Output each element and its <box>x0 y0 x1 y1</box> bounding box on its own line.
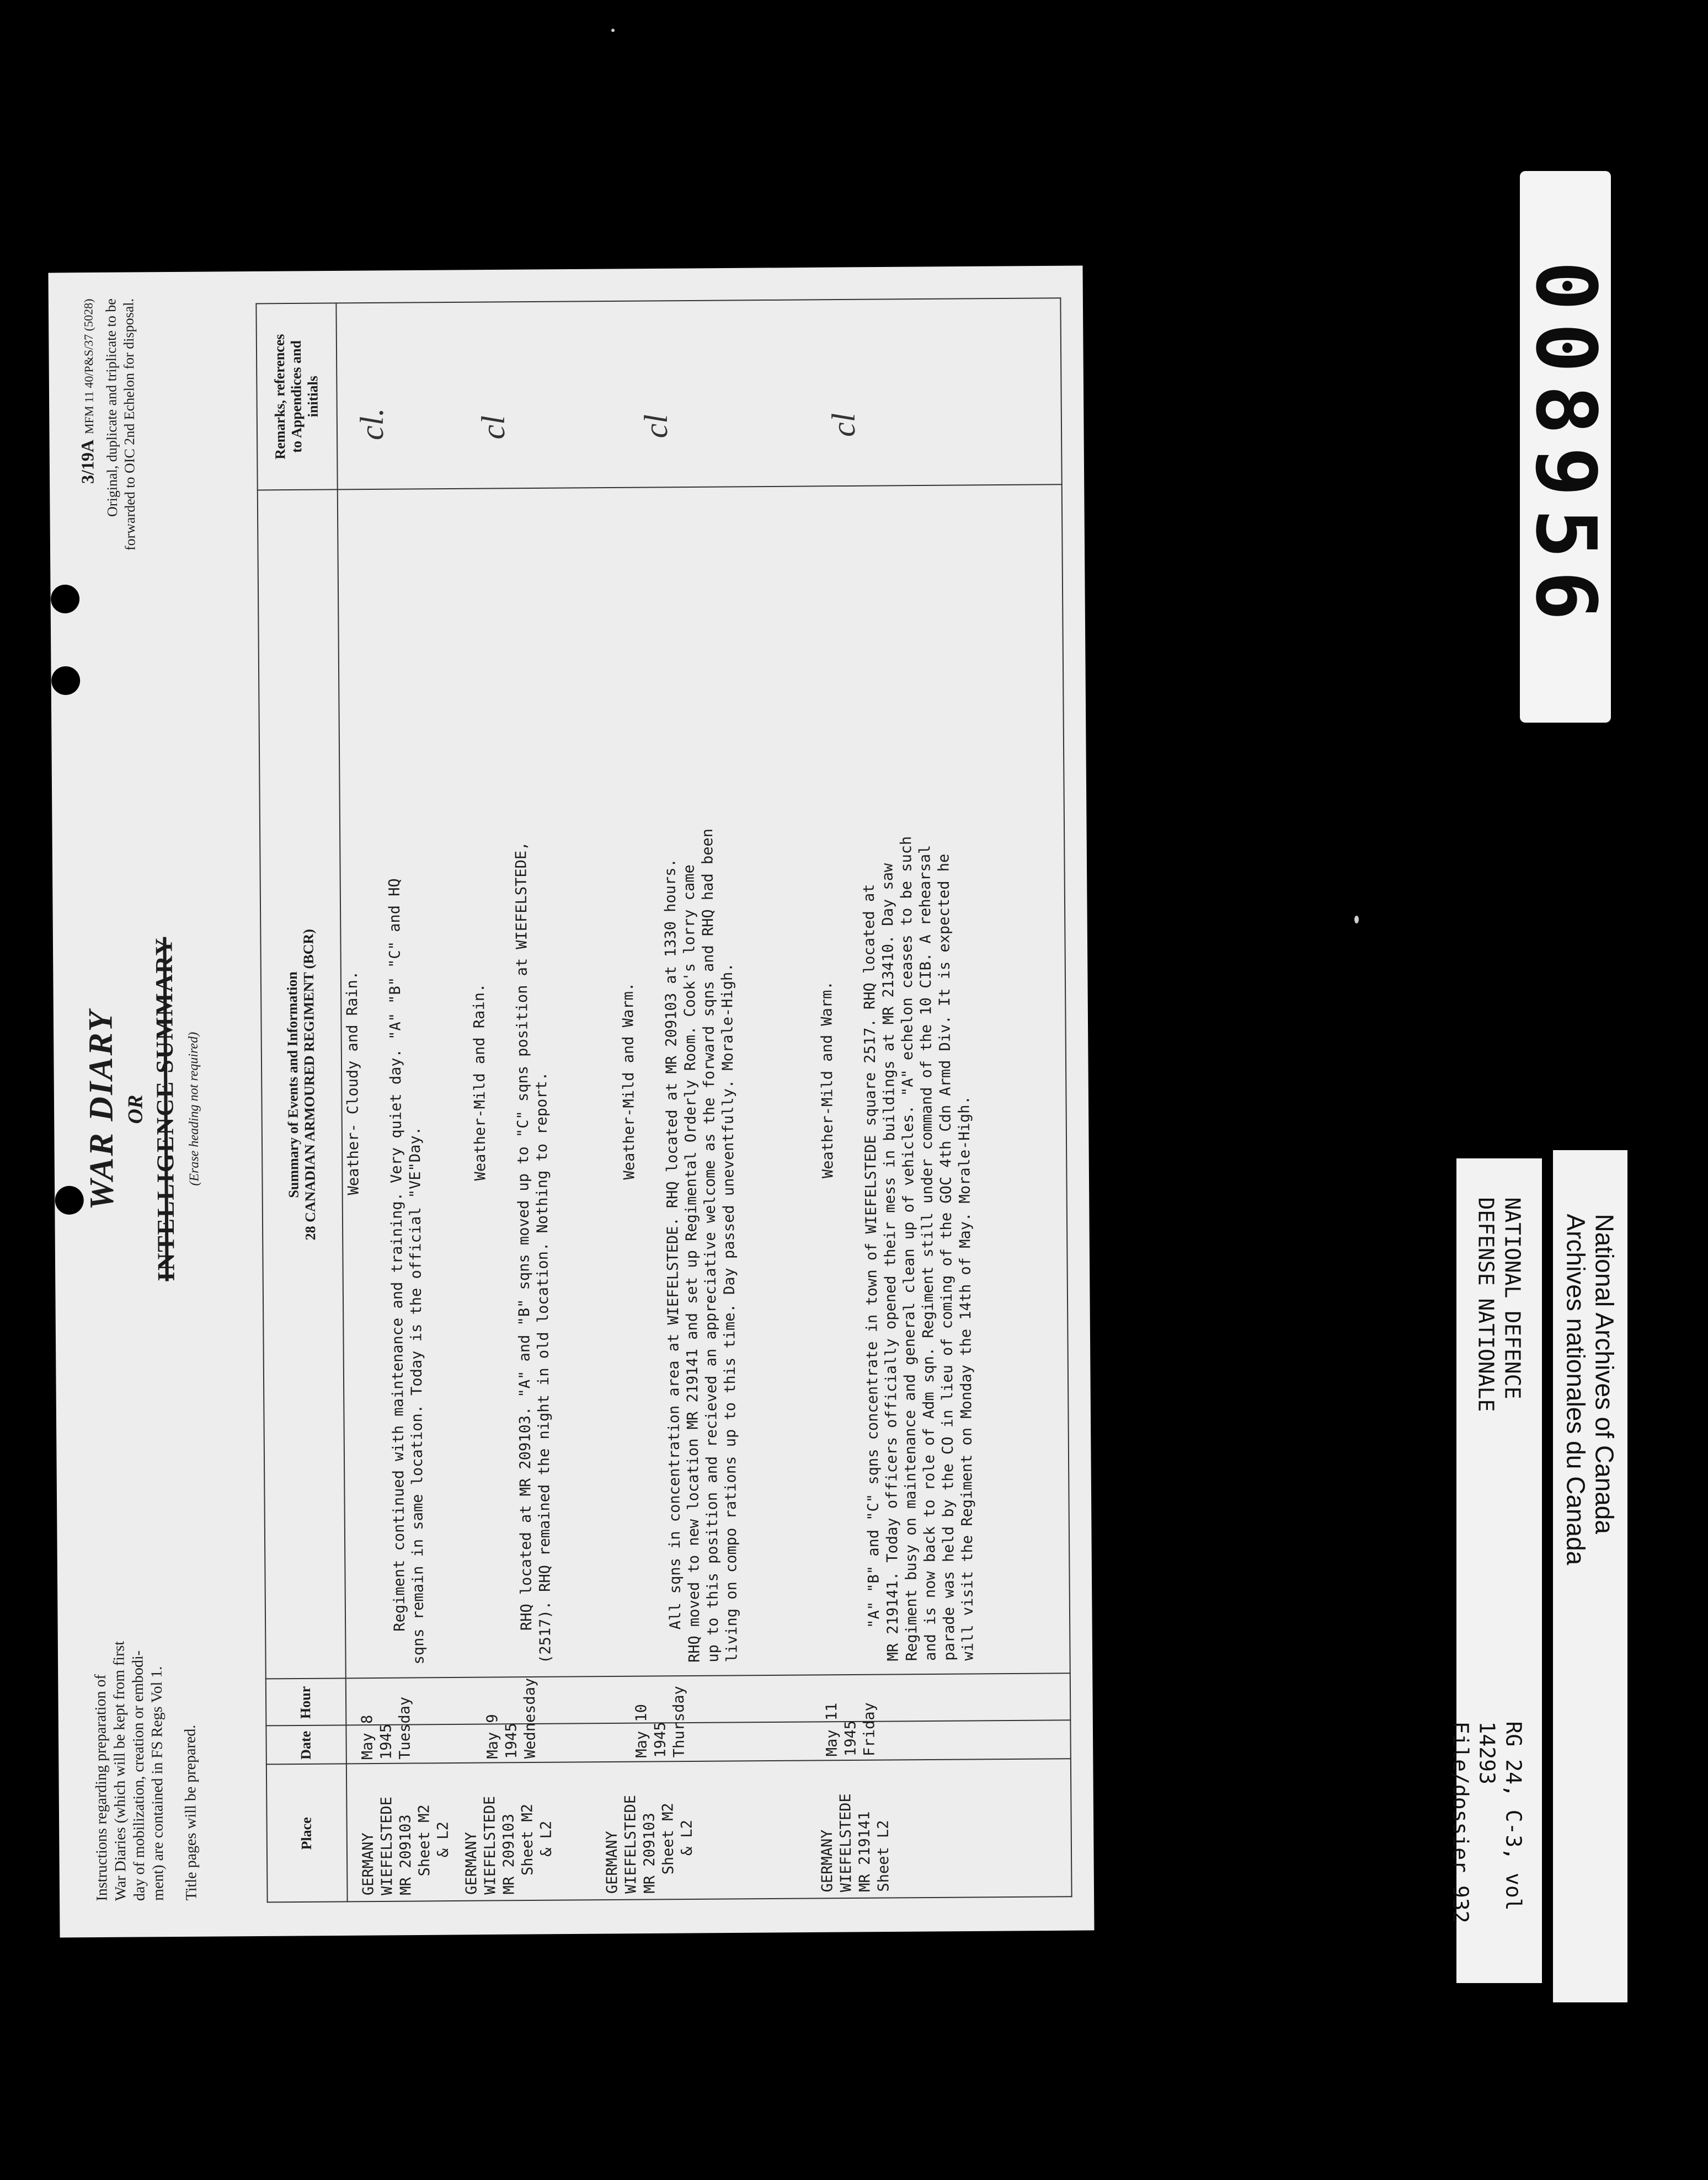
form-info <box>76 298 140 652</box>
entry-summary <box>616 498 742 1663</box>
form-code: 3/19A <box>77 439 98 484</box>
instructions-block <box>90 1481 201 1901</box>
date-line: 1945 <box>503 1723 520 1759</box>
entry-text: up to this position and recieved an appreciative welcome as the forward sqns and RHQ had been <box>699 828 722 1663</box>
entry-summary <box>814 496 978 1661</box>
header-place: Place <box>298 1817 314 1850</box>
entry-text: will visit the Regiment on Monday the 14th of May. Morale-High. <box>956 1096 977 1661</box>
distribution-note <box>102 298 140 651</box>
place-line: & L2 <box>537 1820 556 1857</box>
entry-weather: Weather-Mild and Warm. <box>818 981 837 1179</box>
place-line: Sheet M2 <box>659 1803 677 1875</box>
place-line: GERMANY <box>462 1831 481 1895</box>
date-line: Thursday <box>670 1686 688 1758</box>
entry-date <box>632 1686 689 1758</box>
remarks-line: initials <box>304 376 321 418</box>
struck-title: INTELLIGENCE SUMMARY <box>150 937 180 1281</box>
entry-date <box>823 1702 879 1756</box>
entry-summary <box>340 500 429 1665</box>
archives-fr: Archives nationales du Canada <box>1561 1214 1590 1565</box>
archive-reference-label <box>1448 1158 1542 1983</box>
document-title <box>80 833 204 1385</box>
date-line: 1945 <box>842 1720 860 1757</box>
entry-summary <box>467 500 556 1664</box>
place-line: Sheet L2 <box>874 1820 893 1892</box>
entry-text: living on compo rations up to this time. Day passed uneventfully. Morale-High. <box>718 963 741 1663</box>
place-line: MR 219141 <box>856 1811 874 1892</box>
entry-weather: Weather-Mild and Rain. <box>471 983 489 1181</box>
header-summary <box>257 490 345 1679</box>
entry-initials: cl <box>637 414 675 439</box>
date-line: May 10 <box>633 1703 650 1758</box>
table-border-bottom <box>1060 297 1072 1897</box>
instructions-line: day of mobilization, creation or embodi- <box>129 1650 148 1901</box>
entry-place <box>818 1793 893 1893</box>
entry-text: RHQ located at MR 209103. "A" and "B" sqns moved up to "C" sqns position at WIEFELSTEDE, <box>513 841 536 1631</box>
unit-name: 28 CANADIAN ARMOURED REGIMENT (BCR) <box>300 929 318 1241</box>
erase-note: (Erase heading not required) <box>186 1032 202 1186</box>
header-remarks <box>255 302 337 490</box>
entry-place <box>462 1796 556 1895</box>
entry-text: (2517). RHQ remained the night in old location. Nothing to report. <box>533 1071 554 1664</box>
entry-text: Regiment continued with maintenance and training. Very quiet day. "A" "B" "C" and HQ <box>386 878 409 1632</box>
reference-volume: RG 24, C-3, vol 14293 <box>1475 1721 1525 1911</box>
entry-date <box>483 1678 540 1759</box>
place-line: WIEFELSTEDE <box>481 1796 499 1895</box>
entry-text: sqns remain in same location. Today is the official "VE"Day. <box>406 1126 428 1665</box>
national-archives-label <box>1553 1150 1627 2002</box>
place-line: & L2 <box>434 1821 452 1858</box>
national-defence-en: NATIONAL DEFENCE <box>1500 1197 1525 1399</box>
entry-place <box>602 1794 697 1894</box>
date-line: 1945 <box>377 1723 395 1760</box>
date-line: May 11 <box>823 1702 841 1757</box>
table-border-right <box>255 297 1061 304</box>
date-line: Tuesday <box>396 1696 414 1760</box>
entry-text: and is now back to role of Adm sqn. Regiment still under command of the 10 CIB. A rehearsal <box>916 845 940 1661</box>
column-divider <box>265 1673 1071 1679</box>
table-border-left <box>267 1896 1072 1903</box>
column-divider <box>257 484 1063 490</box>
remarks-line: Remarks, references <box>271 334 288 459</box>
instructions-line: ment) are contained in FS Regs Vol 1. <box>148 1666 167 1901</box>
title-pages-note: Title pages will be prepared. <box>182 1724 200 1901</box>
reference-file: File/dossier 932 <box>1448 1721 1472 1923</box>
place-line: MR 209103 <box>500 1813 518 1895</box>
entry-weather: Weather-Mild and Warm. <box>619 982 638 1180</box>
place-line: WIEFELSTEDE <box>622 1794 640 1894</box>
war-diary-page <box>48 265 1094 1937</box>
form-reference: MFM 11 40/P&S/37 (5028) <box>81 298 97 435</box>
place-line: MR 209103 <box>397 1814 415 1895</box>
entry-weather: Weather- Cloudy and Rain. <box>343 970 362 1195</box>
place-line: GERMANY <box>603 1831 621 1894</box>
distribution-line: forwarded to OIC 2nd Echelon for disposal. <box>120 298 138 551</box>
war-diary-content <box>49 265 1095 1937</box>
diary-table <box>255 297 1072 1903</box>
distribution-line: Original, duplicate and triplicate to be <box>103 298 121 517</box>
date-line: 1945 <box>652 1722 669 1758</box>
entry-text: All sqns in concentration area at WIEFELSTEDE. RHQ located at MR 209103 at 1330 hours. <box>661 858 685 1630</box>
place-line: WIEFELSTEDE <box>378 1796 396 1895</box>
dust-speck <box>611 29 615 32</box>
national-defence-fr: DEFENSE NATIONALE <box>1474 1197 1498 1412</box>
header-hour: Hour <box>297 1686 313 1719</box>
place-line: & L2 <box>678 1819 696 1856</box>
dust-speck <box>1354 916 1359 923</box>
punch-hole <box>55 1186 84 1215</box>
summary-heading: Summary of Events and Information <box>284 971 302 1198</box>
entry-initials: cl. <box>353 408 391 441</box>
place-line: Sheet M2 <box>415 1804 434 1877</box>
archives-en: National Archives of Canada <box>1590 1214 1619 1534</box>
entry-text: MR 219141. Today officers officially opened their mess in buildings at MR 213410. Day saw <box>879 863 902 1661</box>
instructions-line: Instructions regarding preparation of <box>92 1674 111 1901</box>
place-line: GERMANY <box>359 1832 377 1896</box>
entry-initials: cl <box>474 415 512 440</box>
date-line: May 9 <box>484 1714 501 1759</box>
entry-initials: cl <box>825 413 862 437</box>
date-line: Wednesday <box>521 1677 539 1759</box>
entry-text: "A" "B" and "C" sqns concentrate in town of WIEFELSTEDE square 2517. RHQ located at <box>860 884 883 1628</box>
remarks-line: to Appendices and <box>287 340 305 453</box>
entry-text: Regiment busy on maintenance and general clean up of vehicles. "A" echelon ceases to be such <box>898 836 921 1661</box>
place-line: MR 209103 <box>640 1813 659 1894</box>
place-line: GERMANY <box>818 1829 836 1893</box>
frame-number: 008956 <box>1517 261 1614 633</box>
entry-text: RHQ moved to new location MR 219141 and set up Regimental Orderly Room. Cook's lorry came <box>680 864 703 1663</box>
place-line: WIEFELSTEDE <box>837 1793 855 1893</box>
entry-place <box>359 1796 453 1895</box>
header-date: Date <box>297 1730 314 1760</box>
instructions-line: War Diaries (which will be kept from first <box>110 1641 130 1901</box>
frame-counter <box>1517 171 1614 723</box>
reference-block <box>1447 1721 1526 1983</box>
entry-text: parade was held by the CO in lieu of coming of the GOC 4th Cdn Armd Div. It is expected he <box>935 853 958 1661</box>
punch-hole <box>51 666 80 695</box>
punch-hole <box>51 585 79 613</box>
or-text: OR <box>124 1094 147 1124</box>
entry-date <box>358 1697 415 1760</box>
war-diary-title: WAR DIARY <box>82 1009 121 1210</box>
date-line: Friday <box>861 1702 878 1756</box>
place-line: Sheet M2 <box>519 1803 537 1876</box>
date-line: May 8 <box>359 1714 376 1760</box>
